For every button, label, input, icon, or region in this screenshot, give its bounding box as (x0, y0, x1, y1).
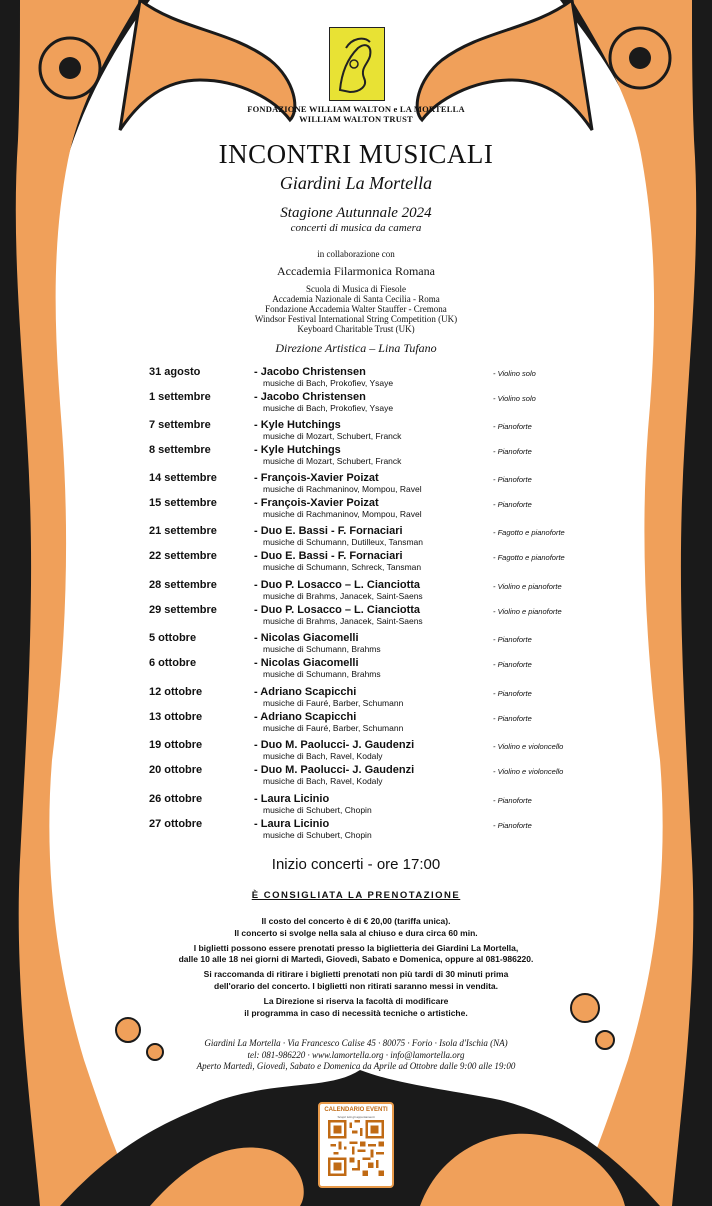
concert-program: musiche di Schumann, Brahms (263, 669, 381, 679)
concert-date: 15 settembre (149, 497, 217, 509)
info-line: La Direzione si riserva la facoltà di modificare (263, 995, 449, 1006)
concert-performer: - Duo M. Paolucci- J. Gaudenzi (254, 764, 415, 776)
concert-program: musiche di Brahms, Janacek, Saint-Saens (263, 591, 423, 601)
concert-row (0, 472, 712, 498)
partner-item: Scuola di Musica di Fiesole (306, 284, 406, 294)
concert-instrument: - Pianoforte (493, 714, 532, 723)
concert-instrument: - Pianoforte (493, 447, 532, 456)
concert-program: musiche di Mozart, Schubert, Franck (263, 431, 402, 441)
concert-program: musiche di Rachmaninov, Mompou, Ravel (263, 509, 422, 519)
concert-row (0, 419, 712, 445)
collaboration-label: in collaborazione con (317, 249, 395, 259)
info-paragraph (0, 943, 712, 967)
concert-date: 19 ottobre (149, 739, 203, 751)
info-line: dalle 10 alle 18 nei giorni di Martedì, Giovedì, Sabato e Domenica, oppure al 081-986220. (178, 954, 534, 965)
concert-date: 5 ottobre (149, 632, 197, 644)
concert-performer: - François-Xavier Poizat (254, 497, 379, 509)
concert-date: 12 ottobre (149, 686, 203, 698)
concert-program: musiche di Schubert, Chopin (263, 805, 372, 815)
concert-date: 7 settembre (149, 419, 211, 431)
concert-instrument: - Violino e violoncello (493, 742, 564, 751)
concert-row (0, 632, 712, 658)
concert-instrument: - Pianoforte (493, 689, 532, 698)
season-subtitle: concerti di musica da camera (290, 222, 422, 234)
concert-program: musiche di Bach, Prokofiev, Ysaye (263, 378, 394, 388)
foundation-logo (329, 27, 385, 101)
info-line: Il concerto si svolge nella sala al chiuso e dura circa 60 min. (234, 927, 478, 938)
concert-program: musiche di Fauré, Barber, Schumann (263, 698, 404, 708)
concert-program: musiche di Bach, Ravel, Kodaly (263, 776, 383, 786)
concert-program: musiche di Schumann, Schreck, Tansman (263, 562, 422, 572)
address-line: Giardini La Mortella · Via Francesco Calise 45 · 80075 · Forio · Isola d'Ischia (NA) (204, 1038, 508, 1048)
concert-row (0, 793, 712, 819)
qr-code-icon (328, 1120, 384, 1176)
concert-program: musiche di Schubert, Chopin (263, 830, 372, 840)
partner-item: Accademia Nazionale di Santa Cecilia - Roma (272, 294, 440, 304)
concert-performer: - Duo M. Paolucci- J. Gaudenzi (254, 739, 415, 751)
concert-date: 1 settembre (149, 391, 211, 403)
poster-subtitle: Giardini La Mortella (279, 173, 433, 193)
partner-item: Keyboard Charitable Trust (UK) (297, 324, 415, 334)
info-paragraph (0, 969, 712, 993)
concert-instrument: - Pianoforte (493, 821, 532, 830)
concert-instrument: - Violino solo (493, 369, 536, 378)
concert-row (0, 818, 712, 844)
concert-instrument: - Violino e pianoforte (493, 607, 562, 616)
concert-row (0, 366, 712, 392)
concert-date: 26 ottobre (149, 793, 203, 805)
concert-performer: - Kyle Hutchings (254, 419, 341, 431)
info-line: Il costo del concerto è di € 20,00 (tariffa unica). (261, 916, 451, 926)
qr-sublabel: Scopri tutti gli appuntamenti (337, 1115, 375, 1119)
concert-performer: - Adriano Scapicchi (254, 686, 357, 698)
info-line: I biglietti possono essere prenotati presso la biglietteria dei Giardini La Mortella, (193, 942, 519, 953)
concert-row (0, 444, 712, 470)
concert-row (0, 711, 712, 737)
concert-program: musiche di Fauré, Barber, Schumann (263, 723, 404, 733)
concert-performer: - Duo E. Bassi - F. Fornaciari (254, 550, 403, 562)
concert-date: 31 agosto (149, 366, 201, 378)
concert-row (0, 525, 712, 551)
concert-row (0, 657, 712, 683)
info-paragraph (0, 996, 712, 1020)
concert-instrument: - Pianoforte (493, 475, 532, 484)
concert-row (0, 739, 712, 765)
concert-performer: - Duo P. Losacco – L. Cianciotta (254, 604, 421, 616)
concert-program: musiche di Mozart, Schubert, Franck (263, 456, 402, 466)
concert-date: 21 settembre (149, 525, 217, 537)
concert-instrument: - Pianoforte (493, 635, 532, 644)
info-line: Si raccomanda di ritirare i biglietti prenotati non più tardi di 30 minuti prima (203, 969, 509, 980)
concert-program: musiche di Schumann, Dutilleux, Tansman (263, 537, 424, 547)
info-paragraph (0, 916, 712, 940)
partner-list (0, 284, 712, 334)
concert-date: 28 settembre (149, 579, 217, 591)
concert-date: 8 settembre (149, 444, 211, 456)
concert-row (0, 497, 712, 523)
concert-date: 29 settembre (149, 604, 217, 616)
artistic-direction: Direzione Artistica – Lina Tufano (275, 341, 437, 355)
concert-performer: - Adriano Scapicchi (254, 711, 357, 723)
concert-date: 20 ottobre (149, 764, 203, 776)
concert-performer: - Laura Licinio (254, 818, 330, 830)
concert-performer: - Laura Licinio (254, 793, 330, 805)
ticket-info (0, 916, 712, 1022)
foundation-name-line2: WILLIAM WALTON TRUST (299, 114, 413, 124)
booking-notice: È CONSIGLIATA LA PRENOTAZIONE (251, 890, 461, 901)
concert-row (0, 686, 712, 712)
concert-program: musiche di Schumann, Brahms (263, 644, 381, 654)
concert-row (0, 604, 712, 630)
concert-performer: - Duo P. Losacco – L. Cianciotta (254, 579, 421, 591)
contact-footer (0, 1038, 712, 1073)
concert-date: 13 ottobre (149, 711, 203, 723)
concert-row (0, 579, 712, 605)
concert-performer: - Kyle Hutchings (254, 444, 341, 456)
season-title: Stagione Autunnale 2024 (280, 205, 432, 221)
concert-performer: - Nicolas Giacomelli (254, 657, 359, 669)
concert-start-time: Inizio concerti - ore 17:00 (271, 856, 441, 873)
academy-name: Accademia Filarmonica Romana (277, 264, 435, 278)
concert-program: musiche di Bach, Prokofiev, Ysaye (263, 403, 394, 413)
concert-program: musiche di Rachmaninov, Mompou, Ravel (263, 484, 422, 494)
foundation-name-line1: FONDAZIONE WILLIAM WALTON e LA MORTELLA (247, 104, 465, 114)
concert-row (0, 391, 712, 417)
concert-performer: - Duo E. Bassi - F. Fornaciari (254, 525, 403, 537)
concert-row (0, 550, 712, 576)
concert-performer: - Nicolas Giacomelli (254, 632, 359, 644)
concert-performer: - François-Xavier Poizat (254, 472, 379, 484)
concert-date: 27 ottobre (149, 818, 203, 830)
info-line: il programma in caso di necessità tecniche o artistiche. (244, 1007, 468, 1018)
opening-hours-line: Aperto Martedì, Giovedì, Sabato e Domenica da Aprile ad Ottobre dalle 9:00 alle 19:00 (196, 1061, 516, 1071)
concert-instrument: - Pianoforte (493, 422, 532, 431)
concert-row (0, 764, 712, 790)
foundation-names (0, 104, 712, 124)
concert-date: 22 settembre (149, 550, 217, 562)
concert-instrument: - Pianoforte (493, 500, 532, 509)
partner-item: Windsor Festival International String Competition (UK) (254, 314, 458, 324)
concert-date: 14 settembre (149, 472, 217, 484)
concert-instrument: - Violino e pianoforte (493, 582, 562, 591)
qr-label: CALENDARIO EVENTI (324, 1107, 388, 1113)
contact-line[interactable]: tel: 081-986220 · www.lamortella.org · info@lamortella.org (247, 1049, 465, 1060)
info-line: dell'orario del concerto. I biglietti non ritirati saranno messi in vendita. (214, 980, 498, 991)
concert-program: musiche di Bach, Ravel, Kodaly (263, 751, 383, 761)
concert-date: 6 ottobre (149, 657, 197, 669)
concert-instrument: - Pianoforte (493, 796, 532, 805)
concert-instrument: - Fagotto e pianoforte (493, 553, 565, 562)
event-calendar-qr[interactable] (318, 1102, 394, 1188)
poster-title: INCONTRI MUSICALI (218, 139, 494, 169)
concert-instrument: - Fagotto e pianoforte (493, 528, 565, 537)
concert-instrument: - Violino solo (493, 394, 536, 403)
concert-instrument: - Pianoforte (493, 660, 532, 669)
concert-performer: - Jacobo Christensen (254, 366, 366, 378)
concert-instrument: - Violino e violoncello (493, 767, 564, 776)
partner-item: Fondazione Accademia Walter Stauffer - Cremona (265, 304, 447, 314)
concert-program: musiche di Brahms, Janacek, Saint-Saens (263, 616, 423, 626)
concert-performer: - Jacobo Christensen (254, 391, 366, 403)
